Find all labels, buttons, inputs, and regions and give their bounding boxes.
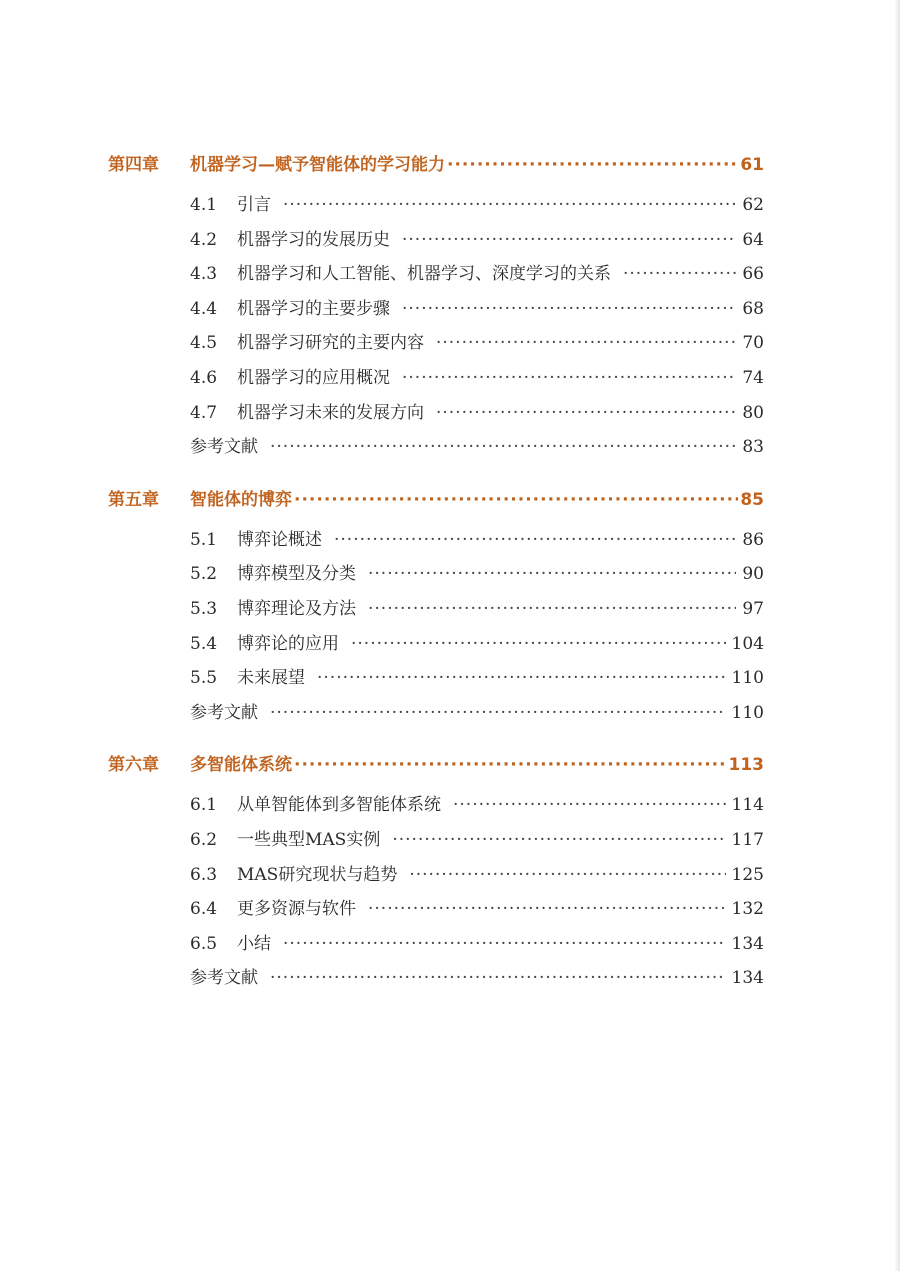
section-page-number: 97	[742, 598, 764, 619]
section-title: 引言	[237, 195, 271, 215]
dot-leader	[270, 703, 726, 723]
dot-leader	[409, 865, 725, 885]
chapter-title: 多智能体系统	[190, 755, 292, 776]
section-number: 4.5	[190, 333, 218, 354]
toc-entry[interactable]	[108, 894, 764, 929]
section-page-number: 134	[731, 968, 764, 989]
section-number: 6.5	[190, 933, 218, 954]
dot-leader	[294, 490, 738, 510]
dot-leader	[294, 755, 727, 775]
section-title: 博弈论的应用	[237, 633, 339, 654]
toc-entry[interactable]	[108, 259, 764, 294]
toc-entry[interactable]	[108, 363, 764, 398]
section-number: 4.4	[190, 298, 218, 319]
section-page-number: 62	[742, 195, 764, 215]
section-page-number: 104	[731, 633, 764, 654]
section-title: 机器学习研究的主要内容	[237, 333, 424, 354]
toc-entry[interactable]	[108, 629, 764, 664]
toc-entry[interactable]	[108, 663, 764, 698]
dot-leader	[623, 264, 736, 284]
toc-entry[interactable]	[108, 790, 764, 825]
section-number: 5.1	[190, 529, 218, 550]
dot-leader	[402, 299, 736, 319]
section-page-number: 125	[731, 864, 764, 885]
section-number: 5.3	[190, 598, 218, 619]
dot-leader	[368, 599, 736, 619]
section-title: 参考文献	[190, 702, 258, 723]
section-page-number: 86	[742, 529, 764, 550]
chapter-number: 第四章	[108, 155, 159, 175]
dot-leader	[436, 403, 736, 423]
section-number: 6.2	[190, 829, 218, 850]
section-number: 6.4	[190, 899, 218, 920]
section-title: 小结	[237, 933, 271, 954]
section-page-number: 110	[731, 702, 764, 723]
chapter-page-number: 113	[728, 755, 764, 776]
section-title: 从单智能体到多智能体系统	[237, 795, 441, 816]
toc-entry[interactable]	[108, 190, 764, 225]
section-page-number: 68	[742, 298, 764, 319]
section-page-number: 132	[731, 899, 764, 920]
chapter-title: 机器学习—赋予智能体的学习能力	[190, 155, 445, 175]
section-title: 机器学习的应用概况	[237, 367, 390, 388]
section-number: 5.4	[190, 633, 218, 654]
toc-entry-references[interactable]	[108, 698, 764, 733]
dot-leader	[270, 968, 726, 988]
section-page-number: 110	[731, 668, 764, 689]
chapter-number: 第五章	[108, 489, 159, 510]
toc-entry[interactable]	[108, 929, 764, 964]
section-title: 未来展望	[237, 668, 305, 689]
dot-leader	[436, 333, 736, 353]
dot-leader	[368, 899, 726, 919]
section-title: 更多资源与软件	[237, 899, 356, 920]
section-page-number: 66	[742, 264, 764, 285]
section-title: 一些典型MAS实例	[237, 829, 381, 850]
dot-leader	[351, 634, 726, 654]
dot-leader	[283, 934, 726, 954]
dot-leader	[270, 437, 736, 457]
table-of-contents	[108, 150, 764, 998]
section-title: 参考文献	[190, 968, 258, 989]
chapter-number: 第六章	[108, 755, 159, 776]
section-number: 4.3	[190, 264, 218, 285]
section-page-number: 70	[742, 333, 764, 354]
toc-entry[interactable]	[108, 559, 764, 594]
section-title: 机器学习的发展历史	[237, 229, 390, 250]
section-page-number: 90	[742, 564, 764, 585]
section-page-number: 117	[731, 829, 764, 850]
section-number: 5.5	[190, 668, 218, 689]
chapter-title: 智能体的博弈	[190, 489, 292, 510]
chapter-page-number: 61	[740, 155, 764, 175]
toc-entry[interactable]	[108, 860, 764, 895]
dot-leader	[402, 368, 736, 388]
section-number: 4.1	[190, 195, 218, 215]
dot-leader	[453, 795, 726, 815]
chapter-page-number: 85	[740, 489, 764, 510]
section-title: 参考文献	[190, 437, 258, 458]
chapter-heading[interactable]	[108, 150, 764, 190]
section-title: MAS研究现状与趋势	[237, 864, 398, 885]
section-title: 机器学习未来的发展方向	[237, 402, 424, 423]
toc-entry-references[interactable]	[108, 963, 764, 998]
section-page-number: 134	[731, 933, 764, 954]
toc-entry[interactable]	[108, 294, 764, 329]
toc-entry[interactable]	[108, 825, 764, 860]
section-page-number: 64	[742, 229, 764, 250]
dot-leader	[368, 564, 736, 584]
dot-leader	[283, 195, 736, 215]
section-title: 博弈理论及方法	[237, 598, 356, 619]
section-number: 4.2	[190, 229, 218, 250]
section-page-number: 114	[731, 795, 764, 816]
dot-leader	[317, 668, 726, 688]
section-title: 博弈模型及分类	[237, 564, 356, 585]
toc-entry[interactable]	[108, 328, 764, 363]
section-title: 机器学习的主要步骤	[237, 298, 390, 319]
toc-entry-references[interactable]	[108, 432, 764, 467]
toc-entry[interactable]	[108, 594, 764, 629]
section-number: 4.6	[190, 367, 218, 388]
toc-entry[interactable]	[108, 225, 764, 260]
section-page-number: 83	[742, 437, 764, 458]
section-page-number: 80	[742, 402, 764, 423]
section-number: 6.3	[190, 864, 218, 885]
dot-leader	[447, 155, 738, 175]
section-number: 6.1	[190, 795, 218, 816]
dot-leader	[402, 230, 736, 250]
toc-entry[interactable]	[108, 525, 764, 560]
section-title: 机器学习和人工智能、机器学习、深度学习的关系	[237, 264, 611, 285]
section-number: 4.7	[190, 402, 218, 423]
dot-leader	[334, 530, 736, 550]
chapter-heading[interactable]	[108, 485, 764, 525]
dot-leader	[392, 830, 725, 850]
section-page-number: 74	[742, 367, 764, 388]
page-edge-shadow	[894, 0, 900, 1271]
section-title: 博弈论概述	[237, 529, 322, 550]
section-number: 5.2	[190, 564, 218, 585]
toc-entry[interactable]	[108, 398, 764, 433]
chapter-heading[interactable]	[108, 750, 764, 790]
